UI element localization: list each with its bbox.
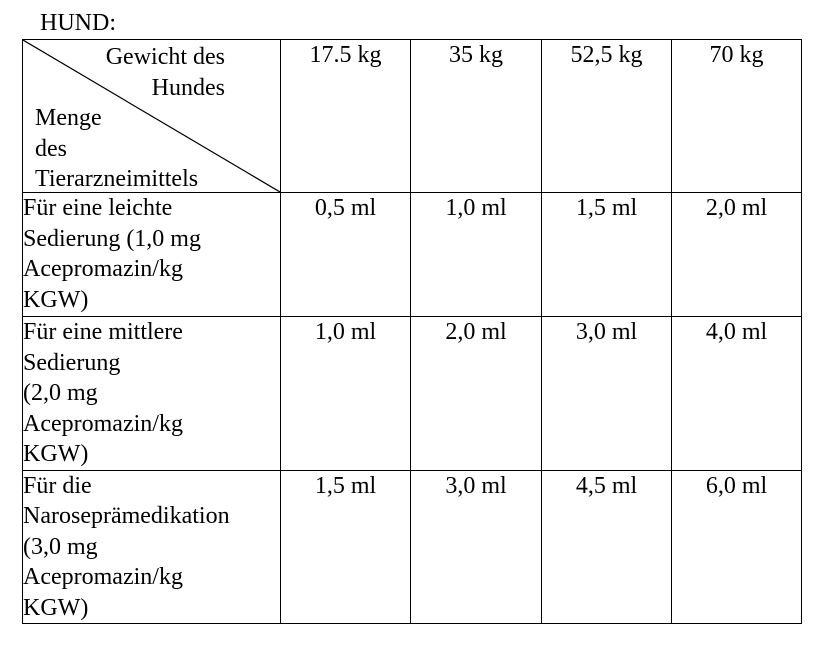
dose-value: 3,0 ml bbox=[411, 470, 542, 624]
dose-value: 2,0 ml bbox=[672, 193, 802, 317]
row-label-medium-sedation bbox=[23, 317, 281, 471]
row-label-line: Sedierung (1,0 mg bbox=[23, 225, 201, 252]
table-row-premedication bbox=[23, 470, 802, 624]
corner-column-label-line: Gewicht des bbox=[105, 44, 225, 70]
row-label-line: KGW) bbox=[23, 594, 89, 621]
row-label-line: Narosеprämedikation bbox=[23, 503, 230, 529]
corner-row-label bbox=[35, 103, 198, 193]
page-heading: HUND: bbox=[40, 10, 116, 36]
row-label-line: Für eine mittlere bbox=[23, 319, 183, 345]
dose-value: 4,0 ml bbox=[672, 317, 802, 471]
column-header-weight-1: 17.5 kg bbox=[281, 40, 411, 193]
corner-column-label bbox=[106, 42, 225, 103]
table-row-light-sedation bbox=[23, 193, 802, 317]
row-label-line: KGW) bbox=[23, 441, 89, 467]
row-label-light-sedation bbox=[23, 193, 281, 317]
dose-value: 0,5 ml bbox=[281, 193, 411, 317]
header-row bbox=[23, 40, 802, 193]
dose-value: 1,5 ml bbox=[542, 193, 672, 317]
dose-value: 4,5 ml bbox=[542, 470, 672, 624]
row-label-line: Acepromazin/kg bbox=[23, 564, 183, 590]
dose-value: 1,0 ml bbox=[411, 193, 542, 317]
row-label-line: Sedierung bbox=[23, 349, 121, 376]
row-label-line: Für die bbox=[23, 472, 92, 499]
dose-value: 6,0 ml bbox=[672, 470, 802, 624]
table-row-medium-sedation bbox=[23, 317, 802, 471]
corner-row-label-line: Tierarzneimittels bbox=[35, 166, 199, 192]
dose-value: 3,0 ml bbox=[542, 317, 672, 471]
row-label-line: (3,0 mg bbox=[23, 533, 98, 560]
corner-cell bbox=[23, 40, 281, 193]
dose-value: 2,0 ml bbox=[411, 317, 542, 471]
column-header-weight-2: 35 kg bbox=[411, 40, 542, 193]
row-label-line: Acepromazin/kg bbox=[23, 410, 183, 437]
column-header-weight-4: 70 kg bbox=[672, 40, 802, 193]
corner-row-label-line: des bbox=[35, 135, 67, 162]
dosage-table bbox=[22, 39, 802, 624]
row-label-premedication bbox=[23, 470, 281, 624]
corner-row-label-line: Menge bbox=[35, 105, 102, 131]
dose-value: 1,5 ml bbox=[281, 470, 411, 624]
row-label-line: KGW) bbox=[23, 286, 89, 313]
row-label-line: (2,0 mg bbox=[23, 380, 98, 406]
row-label-line: Acepromazin/kg bbox=[23, 256, 183, 282]
dose-value: 1,0 ml bbox=[281, 317, 411, 471]
row-label-line: Für eine leichte bbox=[23, 195, 173, 221]
corner-column-label-line: Hundes bbox=[151, 74, 225, 101]
column-header-weight-3: 52,5 kg bbox=[542, 40, 672, 193]
